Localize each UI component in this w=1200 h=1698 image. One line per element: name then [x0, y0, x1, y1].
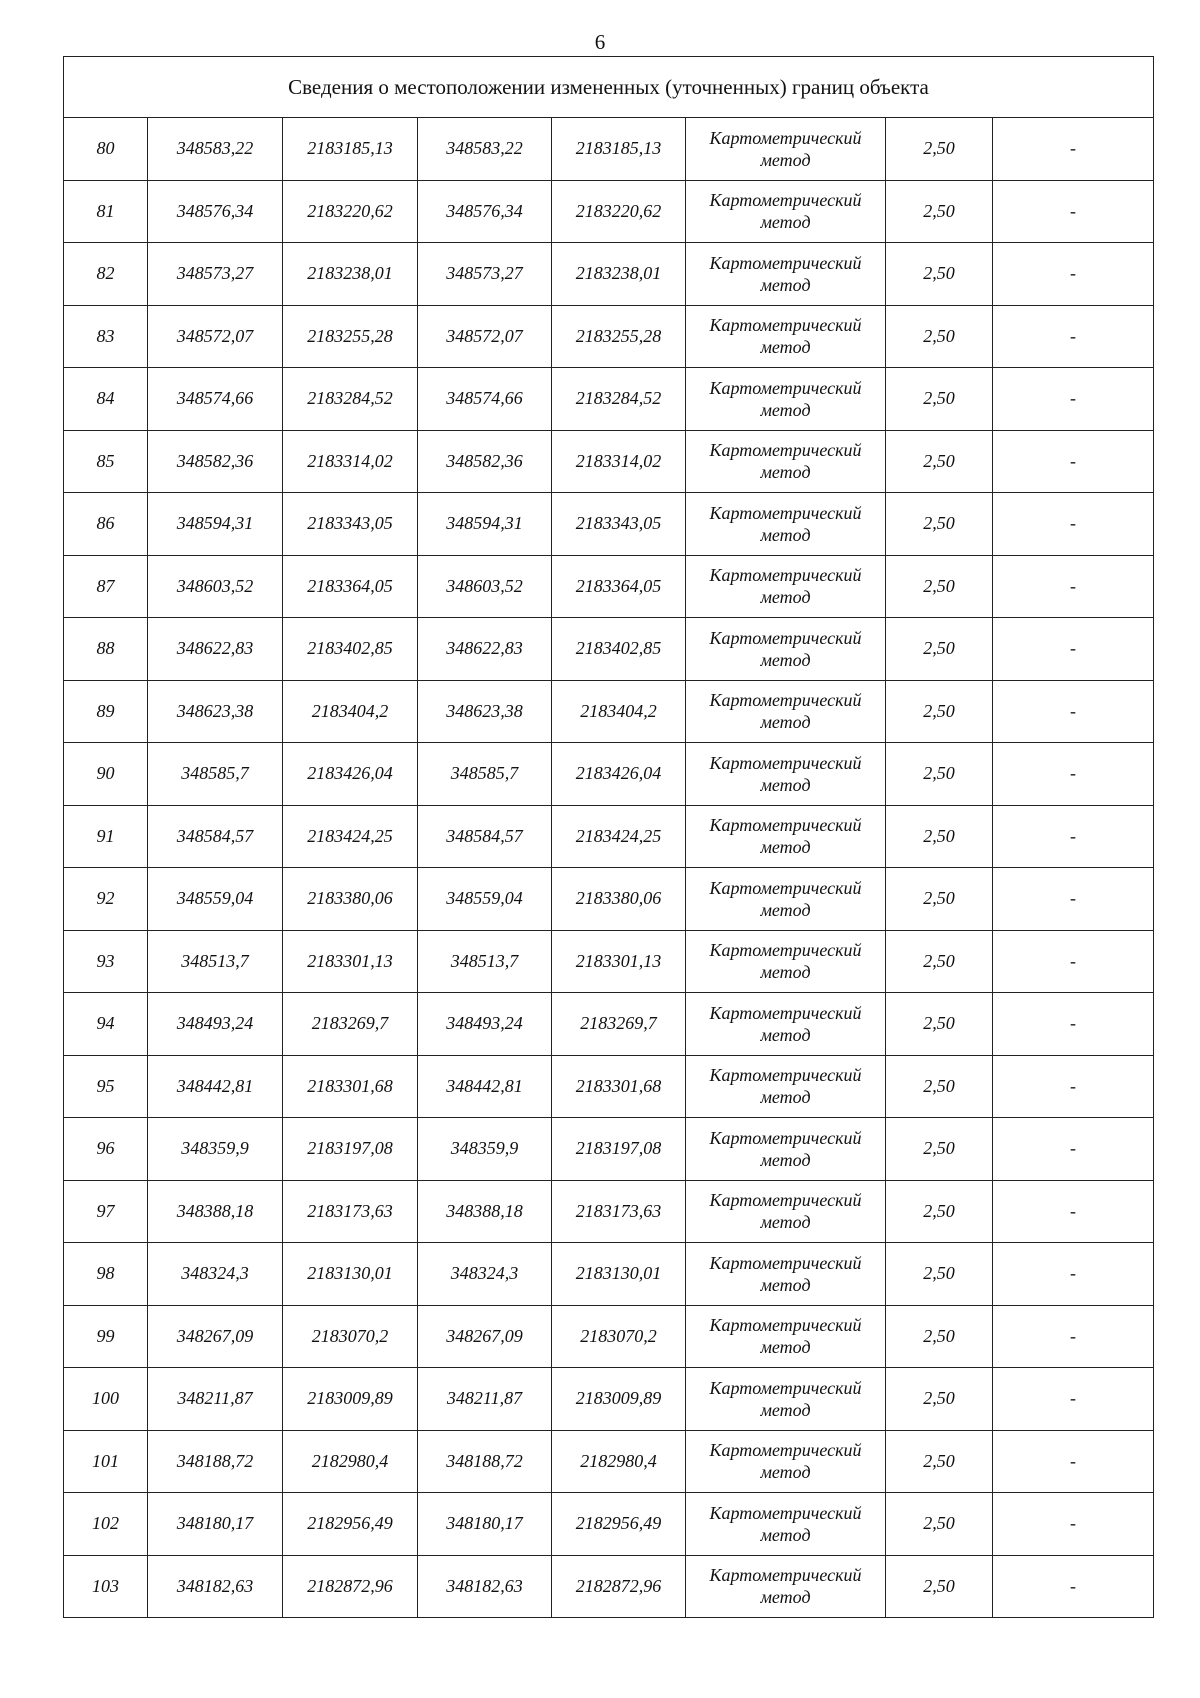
existing-y-cell: 2183238,01 — [283, 243, 418, 306]
method-line-1: Картометрический — [709, 1190, 862, 1211]
method-line-2: метод — [760, 1337, 811, 1358]
existing-x-cell: 348572,07 — [148, 305, 283, 368]
accuracy-cell: 2,50 — [886, 493, 993, 556]
refined-y-cell: 2183284,52 — [552, 368, 686, 431]
point-number-cell: 103 — [64, 1555, 148, 1618]
point-number-cell: 90 — [64, 743, 148, 806]
existing-x-cell: 348582,36 — [148, 430, 283, 493]
method-cell — [686, 743, 886, 806]
point-number-cell: 89 — [64, 680, 148, 743]
refined-y-cell: 2183070,2 — [552, 1305, 686, 1368]
method-cell — [686, 180, 886, 243]
refined-x-cell: 348442,81 — [418, 1055, 552, 1118]
refined-x-cell: 348594,31 — [418, 493, 552, 556]
method-line-1: Картометрический — [709, 377, 862, 398]
point-number-cell: 100 — [64, 1368, 148, 1431]
accuracy-cell: 2,50 — [886, 243, 993, 306]
refined-x-cell: 348622,83 — [418, 618, 552, 681]
method-line-2: метод — [760, 524, 811, 545]
method-line-1: Картометрический — [709, 190, 862, 211]
refined-y-cell: 2183343,05 — [552, 493, 686, 556]
refined-x-cell: 348572,07 — [418, 305, 552, 368]
point-number-cell: 94 — [64, 993, 148, 1056]
table-row — [64, 1118, 1154, 1181]
description-cell: - — [993, 368, 1154, 431]
table-row — [64, 618, 1154, 681]
method-line-1: Картометрический — [709, 627, 862, 648]
refined-y-cell: 2183404,2 — [552, 680, 686, 743]
existing-y-cell: 2183426,04 — [283, 743, 418, 806]
table-row — [64, 1180, 1154, 1243]
point-number-cell: 93 — [64, 930, 148, 993]
refined-x-cell: 348585,7 — [418, 743, 552, 806]
description-cell: - — [993, 493, 1154, 556]
refined-x-cell: 348388,18 — [418, 1180, 552, 1243]
existing-y-cell: 2182956,49 — [283, 1493, 418, 1556]
method-line-2: метод — [760, 649, 811, 670]
accuracy-cell: 2,50 — [886, 1055, 993, 1118]
refined-y-cell: 2183255,28 — [552, 305, 686, 368]
description-cell: - — [993, 993, 1154, 1056]
existing-x-cell: 348267,09 — [148, 1305, 283, 1368]
method-line-2: метод — [760, 149, 811, 170]
accuracy-cell: 2,50 — [886, 1118, 993, 1181]
method-cell — [686, 1493, 886, 1556]
method-line-1: Картометрический — [709, 877, 862, 898]
table-row — [64, 1243, 1154, 1306]
table-row — [64, 1368, 1154, 1431]
accuracy-cell: 2,50 — [886, 805, 993, 868]
refined-x-cell: 348583,22 — [418, 118, 552, 181]
method-line-2: метод — [760, 1087, 811, 1108]
accuracy-cell: 2,50 — [886, 993, 993, 1056]
refined-x-cell: 348576,34 — [418, 180, 552, 243]
point-number-cell: 87 — [64, 555, 148, 618]
method-cell — [686, 1055, 886, 1118]
description-cell: - — [993, 1555, 1154, 1618]
method-cell — [686, 1118, 886, 1181]
accuracy-cell: 2,50 — [886, 680, 993, 743]
existing-y-cell: 2183185,13 — [283, 118, 418, 181]
refined-y-cell: 2183301,13 — [552, 930, 686, 993]
existing-y-cell: 2183009,89 — [283, 1368, 418, 1431]
accuracy-cell: 2,50 — [886, 1555, 993, 1618]
method-line-1: Картометрический — [709, 1440, 862, 1461]
refined-y-cell: 2183364,05 — [552, 555, 686, 618]
method-cell — [686, 1305, 886, 1368]
method-line-1: Картометрический — [709, 1252, 862, 1273]
refined-x-cell: 348267,09 — [418, 1305, 552, 1368]
refined-y-cell: 2183269,7 — [552, 993, 686, 1056]
existing-y-cell: 2183404,2 — [283, 680, 418, 743]
refined-x-cell: 348623,38 — [418, 680, 552, 743]
refined-x-cell: 348359,9 — [418, 1118, 552, 1181]
accuracy-cell: 2,50 — [886, 618, 993, 681]
method-line-1: Картометрический — [709, 440, 862, 461]
refined-x-cell: 348180,17 — [418, 1493, 552, 1556]
method-cell — [686, 868, 886, 931]
table-body — [64, 118, 1154, 1618]
method-cell — [686, 555, 886, 618]
description-cell: - — [993, 930, 1154, 993]
method-cell — [686, 1555, 886, 1618]
existing-x-cell: 348623,38 — [148, 680, 283, 743]
accuracy-cell: 2,50 — [886, 180, 993, 243]
method-line-1: Картометрический — [709, 940, 862, 961]
method-line-1: Картометрический — [709, 1565, 862, 1586]
table-row — [64, 1493, 1154, 1556]
refined-y-cell: 2182956,49 — [552, 1493, 686, 1556]
method-line-2: метод — [760, 962, 811, 983]
point-number-cell: 97 — [64, 1180, 148, 1243]
method-cell — [686, 680, 886, 743]
method-line-2: метод — [760, 1212, 811, 1233]
table-row — [64, 180, 1154, 243]
table-row — [64, 680, 1154, 743]
method-line-2: метод — [760, 1462, 811, 1483]
method-line-2: метод — [760, 212, 811, 233]
method-line-1: Картометрический — [709, 315, 862, 336]
refined-x-cell: 348493,24 — [418, 993, 552, 1056]
point-number-cell: 85 — [64, 430, 148, 493]
description-cell: - — [993, 743, 1154, 806]
refined-y-cell: 2183426,04 — [552, 743, 686, 806]
point-number-cell: 83 — [64, 305, 148, 368]
method-line-2: метод — [760, 1149, 811, 1170]
existing-y-cell: 2183402,85 — [283, 618, 418, 681]
table-title: Сведения о местоположении измененных (уточненных) границ объекта — [64, 57, 1154, 118]
refined-y-cell: 2183238,01 — [552, 243, 686, 306]
existing-y-cell: 2183269,7 — [283, 993, 418, 1056]
refined-y-cell: 2183173,63 — [552, 1180, 686, 1243]
method-line-1: Картометрический — [709, 1002, 862, 1023]
existing-x-cell: 348324,3 — [148, 1243, 283, 1306]
method-line-2: метод — [760, 462, 811, 483]
existing-y-cell: 2183197,08 — [283, 1118, 418, 1181]
existing-x-cell: 348622,83 — [148, 618, 283, 681]
existing-y-cell: 2183364,05 — [283, 555, 418, 618]
point-number-cell: 82 — [64, 243, 148, 306]
accuracy-cell: 2,50 — [886, 118, 993, 181]
description-cell: - — [993, 805, 1154, 868]
refined-x-cell: 348188,72 — [418, 1430, 552, 1493]
accuracy-cell: 2,50 — [886, 1243, 993, 1306]
method-line-2: метод — [760, 399, 811, 420]
point-number-cell: 86 — [64, 493, 148, 556]
description-cell: - — [993, 1430, 1154, 1493]
method-line-1: Картометрический — [709, 690, 862, 711]
point-number-cell: 88 — [64, 618, 148, 681]
method-line-2: метод — [760, 1274, 811, 1295]
existing-x-cell: 348594,31 — [148, 493, 283, 556]
existing-x-cell: 348574,66 — [148, 368, 283, 431]
accuracy-cell: 2,50 — [886, 930, 993, 993]
method-line-1: Картометрический — [709, 1502, 862, 1523]
method-line-1: Картометрический — [709, 127, 862, 148]
existing-x-cell: 348442,81 — [148, 1055, 283, 1118]
method-cell — [686, 493, 886, 556]
accuracy-cell: 2,50 — [886, 743, 993, 806]
method-line-1: Картометрический — [709, 1315, 862, 1336]
method-cell — [686, 243, 886, 306]
refined-x-cell: 348573,27 — [418, 243, 552, 306]
point-number-cell: 102 — [64, 1493, 148, 1556]
method-cell — [686, 993, 886, 1056]
existing-y-cell: 2183173,63 — [283, 1180, 418, 1243]
description-cell: - — [993, 868, 1154, 931]
existing-x-cell: 348583,22 — [148, 118, 283, 181]
existing-x-cell: 348559,04 — [148, 868, 283, 931]
existing-y-cell: 2183301,68 — [283, 1055, 418, 1118]
refined-x-cell: 348603,52 — [418, 555, 552, 618]
method-line-1: Картометрический — [709, 1065, 862, 1086]
table-row — [64, 805, 1154, 868]
point-number-cell: 92 — [64, 868, 148, 931]
description-cell: - — [993, 1055, 1154, 1118]
existing-x-cell: 348603,52 — [148, 555, 283, 618]
table-row — [64, 743, 1154, 806]
method-cell — [686, 368, 886, 431]
existing-y-cell: 2183380,06 — [283, 868, 418, 931]
method-line-1: Картометрический — [709, 565, 862, 586]
table-row — [64, 555, 1154, 618]
method-line-1: Картометрический — [709, 1377, 862, 1398]
accuracy-cell: 2,50 — [886, 868, 993, 931]
accuracy-cell: 2,50 — [886, 555, 993, 618]
refined-y-cell: 2183009,89 — [552, 1368, 686, 1431]
table-row — [64, 1305, 1154, 1368]
table-row — [64, 1055, 1154, 1118]
method-line-2: метод — [760, 1524, 811, 1545]
refined-y-cell: 2183402,85 — [552, 618, 686, 681]
method-cell — [686, 118, 886, 181]
table-row — [64, 993, 1154, 1056]
accuracy-cell: 2,50 — [886, 305, 993, 368]
table-row — [64, 1430, 1154, 1493]
method-line-2: метод — [760, 587, 811, 608]
table-row — [64, 243, 1154, 306]
refined-y-cell: 2182980,4 — [552, 1430, 686, 1493]
point-number-cell: 84 — [64, 368, 148, 431]
refined-x-cell: 348582,36 — [418, 430, 552, 493]
method-cell — [686, 618, 886, 681]
refined-y-cell: 2183424,25 — [552, 805, 686, 868]
table-row — [64, 868, 1154, 931]
refined-y-cell: 2183301,68 — [552, 1055, 686, 1118]
description-cell: - — [993, 1243, 1154, 1306]
description-cell: - — [993, 618, 1154, 681]
description-cell: - — [993, 305, 1154, 368]
table-row — [64, 430, 1154, 493]
accuracy-cell: 2,50 — [886, 1305, 993, 1368]
description-cell: - — [993, 243, 1154, 306]
existing-y-cell: 2183424,25 — [283, 805, 418, 868]
point-number-cell: 101 — [64, 1430, 148, 1493]
point-number-cell: 99 — [64, 1305, 148, 1368]
method-line-1: Картометрический — [709, 752, 862, 773]
method-cell — [686, 930, 886, 993]
boundary-coordinates-table — [63, 56, 1154, 1618]
refined-y-cell: 2183197,08 — [552, 1118, 686, 1181]
method-line-1: Картометрический — [709, 252, 862, 273]
description-cell: - — [993, 1305, 1154, 1368]
description-cell: - — [993, 180, 1154, 243]
method-cell — [686, 305, 886, 368]
existing-x-cell: 348180,17 — [148, 1493, 283, 1556]
description-cell: - — [993, 430, 1154, 493]
accuracy-cell: 2,50 — [886, 1368, 993, 1431]
existing-y-cell: 2183301,13 — [283, 930, 418, 993]
table-title-row — [64, 57, 1154, 118]
description-cell: - — [993, 555, 1154, 618]
table-row — [64, 368, 1154, 431]
refined-x-cell: 348574,66 — [418, 368, 552, 431]
method-cell — [686, 1180, 886, 1243]
existing-x-cell: 348182,63 — [148, 1555, 283, 1618]
point-number-cell: 95 — [64, 1055, 148, 1118]
refined-x-cell: 348559,04 — [418, 868, 552, 931]
refined-y-cell: 2183220,62 — [552, 180, 686, 243]
method-line-2: метод — [760, 774, 811, 795]
existing-y-cell: 2182980,4 — [283, 1430, 418, 1493]
description-cell: - — [993, 118, 1154, 181]
existing-y-cell: 2183255,28 — [283, 305, 418, 368]
point-number-cell: 96 — [64, 1118, 148, 1181]
refined-y-cell: 2183380,06 — [552, 868, 686, 931]
existing-x-cell: 348211,87 — [148, 1368, 283, 1431]
method-line-2: метод — [760, 712, 811, 733]
method-cell — [686, 1430, 886, 1493]
accuracy-cell: 2,50 — [886, 1430, 993, 1493]
method-line-1: Картометрический — [709, 1127, 862, 1148]
existing-y-cell: 2183314,02 — [283, 430, 418, 493]
refined-x-cell: 348182,63 — [418, 1555, 552, 1618]
point-number-cell: 98 — [64, 1243, 148, 1306]
accuracy-cell: 2,50 — [886, 368, 993, 431]
existing-x-cell: 348585,7 — [148, 743, 283, 806]
refined-x-cell: 348584,57 — [418, 805, 552, 868]
method-line-1: Картометрический — [709, 815, 862, 836]
accuracy-cell: 2,50 — [886, 1180, 993, 1243]
description-cell: - — [993, 1180, 1154, 1243]
table-row — [64, 493, 1154, 556]
existing-x-cell: 348188,72 — [148, 1430, 283, 1493]
method-cell — [686, 805, 886, 868]
method-cell — [686, 1368, 886, 1431]
point-number-cell: 81 — [64, 180, 148, 243]
existing-x-cell: 348584,57 — [148, 805, 283, 868]
method-line-1: Картометрический — [709, 502, 862, 523]
method-cell — [686, 1243, 886, 1306]
existing-y-cell: 2183130,01 — [283, 1243, 418, 1306]
description-cell: - — [993, 1493, 1154, 1556]
existing-y-cell: 2182872,96 — [283, 1555, 418, 1618]
method-line-2: метод — [760, 274, 811, 295]
method-line-2: метод — [760, 837, 811, 858]
refined-y-cell: 2183185,13 — [552, 118, 686, 181]
refined-y-cell: 2183314,02 — [552, 430, 686, 493]
point-number-cell: 80 — [64, 118, 148, 181]
description-cell: - — [993, 680, 1154, 743]
accuracy-cell: 2,50 — [886, 430, 993, 493]
page-number: 6 — [594, 30, 606, 54]
refined-x-cell: 348211,87 — [418, 1368, 552, 1431]
existing-x-cell: 348359,9 — [148, 1118, 283, 1181]
table-row — [64, 118, 1154, 181]
point-number-cell: 91 — [64, 805, 148, 868]
table-row — [64, 930, 1154, 993]
method-line-2: метод — [760, 1399, 811, 1420]
method-cell — [686, 430, 886, 493]
refined-x-cell: 348324,3 — [418, 1243, 552, 1306]
existing-x-cell: 348573,27 — [148, 243, 283, 306]
description-cell: - — [993, 1368, 1154, 1431]
existing-x-cell: 348493,24 — [148, 993, 283, 1056]
existing-y-cell: 2183220,62 — [283, 180, 418, 243]
method-line-2: метод — [760, 1024, 811, 1045]
table-row — [64, 305, 1154, 368]
description-cell: - — [993, 1118, 1154, 1181]
existing-x-cell: 348513,7 — [148, 930, 283, 993]
refined-y-cell: 2183130,01 — [552, 1243, 686, 1306]
method-line-2: метод — [760, 899, 811, 920]
existing-x-cell: 348576,34 — [148, 180, 283, 243]
method-line-2: метод — [760, 337, 811, 358]
existing-x-cell: 348388,18 — [148, 1180, 283, 1243]
existing-y-cell: 2183343,05 — [283, 493, 418, 556]
existing-y-cell: 2183070,2 — [283, 1305, 418, 1368]
accuracy-cell: 2,50 — [886, 1493, 993, 1556]
refined-y-cell: 2182872,96 — [552, 1555, 686, 1618]
table-row — [64, 1555, 1154, 1618]
refined-x-cell: 348513,7 — [418, 930, 552, 993]
method-line-2: метод — [760, 1587, 811, 1608]
existing-y-cell: 2183284,52 — [283, 368, 418, 431]
